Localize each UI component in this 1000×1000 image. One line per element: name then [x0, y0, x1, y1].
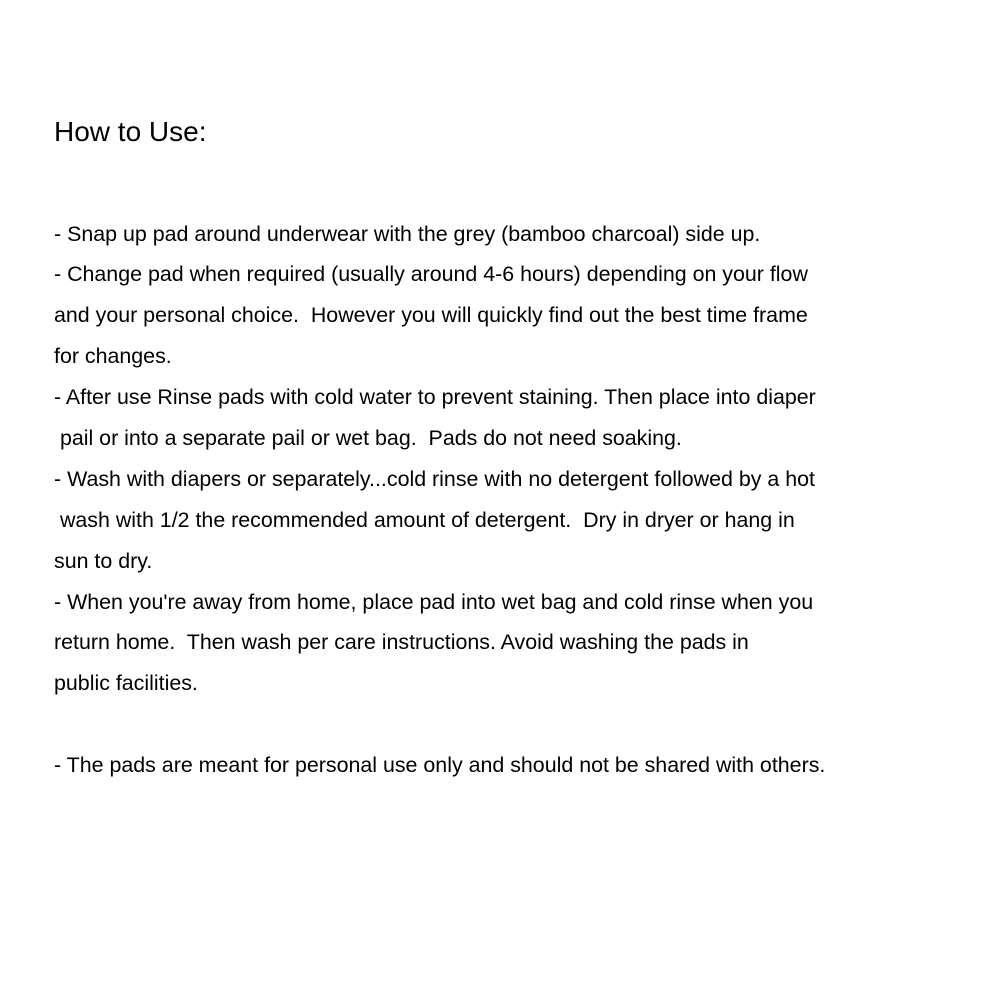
instruction-line: pail or into a separate pail or wet bag. Pads do not need soaking. [54, 426, 682, 450]
instruction-line: - Wash with diapers or separately...cold rinse with no detergent followed by a hot [54, 467, 815, 491]
instruction-line: and your personal choice. However you will quickly find out the best time frame [54, 303, 808, 327]
instruction-line: wash with 1/2 the recommended amount of detergent. Dry in dryer or hang in [54, 508, 795, 532]
page-title: How to Use: [54, 116, 207, 147]
instruction-line: - The pads are meant for personal use only and should not be shared with others. [54, 753, 826, 777]
instruction-line: public facilities. [54, 671, 198, 695]
instruction-line: - Snap up pad around underwear with the grey (bamboo charcoal) side up. [54, 222, 761, 246]
instruction-line: return home. Then wash per care instructions. Avoid washing the pads in [54, 630, 749, 654]
instruction-line: - Change pad when required (usually around 4-6 hours) depending on your flow [54, 262, 808, 286]
instruction-line: - When you're away from home, place pad into wet bag and cold rinse when you [54, 590, 814, 614]
instruction-line: - After use Rinse pads with cold water to prevent staining. Then place into diaper [54, 385, 816, 409]
instruction-line: for changes. [54, 344, 172, 368]
instruction-line: sun to dry. [54, 549, 153, 573]
